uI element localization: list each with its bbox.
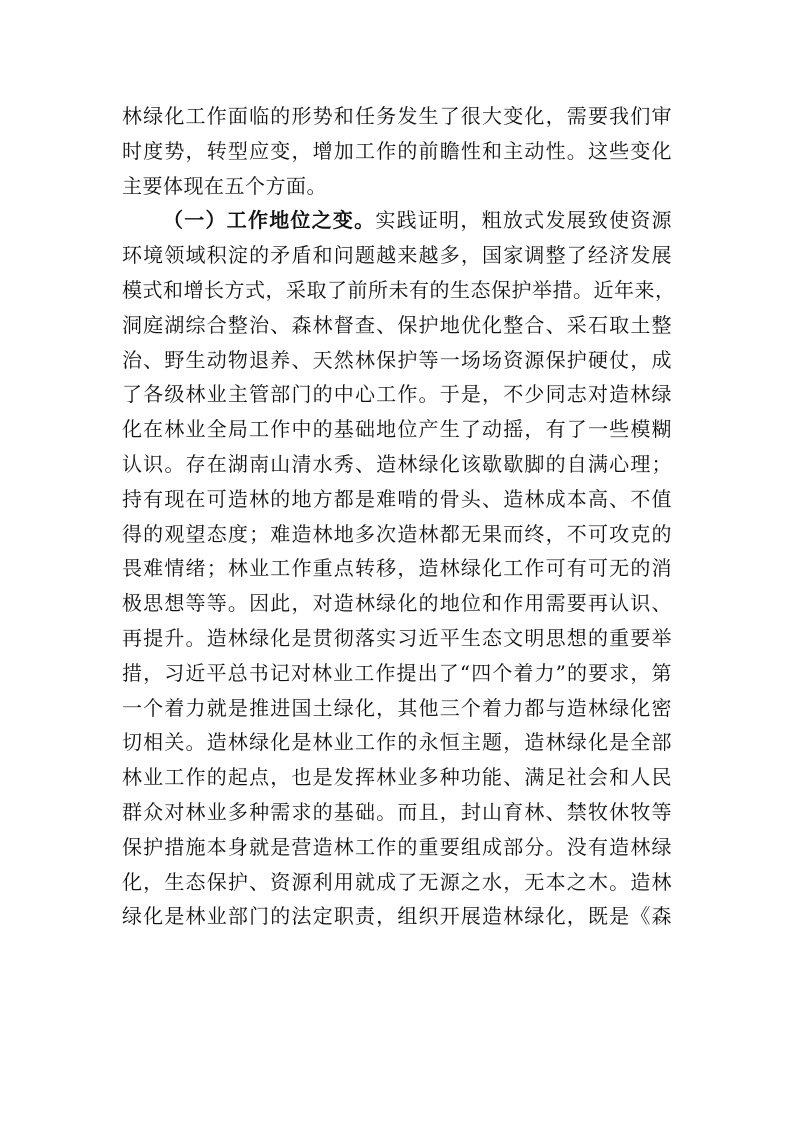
paragraph-2-line: 再提升。造林绿化是贯彻落实习近平生态文明思想的重要举 <box>122 625 672 650</box>
section-heading: （一）工作地位之变。 <box>163 208 376 233</box>
document-page <box>122 99 676 934</box>
paragraph-2-first-line-text: 实践证明，粗放式发展致使资源 <box>375 208 673 233</box>
paragraph-1-line-3: 主要体现在五个方面。 <box>122 173 327 198</box>
paragraph-2-line: 化在林业全局工作中的基础地位产生了动摇，有了一些模糊 <box>122 417 672 442</box>
paragraph-2-line: 保护措施本身就是营造林工作的重要组成部分。没有造林绿 <box>122 834 672 859</box>
paragraph-2-line: 极思想等等。因此，对造林绿化的地位和作用需要再认识、 <box>122 591 672 616</box>
paragraph-2-line: 认识。存在湖南山清水秀、造林绿化该歇歇脚的自满心理； <box>122 451 672 476</box>
paragraph-2-line: 得的观望态度；难造林地多次造林都无果而终，不可攻克的 <box>122 521 672 546</box>
paragraph-2-line: 了各级林业主管部门的中心工作。于是，不少同志对造林绿 <box>122 382 672 407</box>
paragraph-2-line: 措，习近平总书记对林业工作提出了“四个着力”的要求，第 <box>122 660 672 685</box>
paragraph-2-line: 洞庭湖综合整治、森林督查、保护地优化整合、采石取土整 <box>122 312 672 337</box>
paragraph-2-line: 模式和增长方式，采取了前所未有的生态保护举措。近年来， <box>122 277 676 302</box>
paragraph-2-first-line <box>122 203 672 238</box>
paragraph-1-line-1: 林绿化工作面临的形势和任务发生了很大变化，需要我们审 <box>122 104 672 128</box>
paragraph-2-line: 群众对林业多种需求的基础。而且，封山育林、禁牧休牧等 <box>122 799 672 824</box>
paragraph-1-line-2: 时度势，转型应变，增加工作的前瞻性和主动性。这些变化 <box>122 138 672 163</box>
paragraph-2-line: 一个着力就是推进国土绿化，其他三个着力都与造林绿化密 <box>122 695 672 720</box>
paragraph-2-line: 环境领域积淀的矛盾和问题越来越多，国家调整了经济发展 <box>122 243 672 268</box>
paragraph-2-line: 治、野生动物退养、天然林保护等一场场资源保护硬仗，成 <box>122 347 672 372</box>
paragraph-2-line: 持有现在可造林的地方都是难啃的骨头、造林成本高、不值 <box>122 486 672 511</box>
paragraph-2-line: 畏难情绪；林业工作重点转移，造林绿化工作可有可无的消 <box>122 556 672 581</box>
paragraph-2-line: 绿化是林业部门的法定职责，组织开展造林绿化，既是《森 <box>122 904 672 929</box>
paragraph-2-line: 林业工作的起点，也是发挥林业多种功能、满足社会和人民 <box>122 765 672 790</box>
paragraph-2-line: 切相关。造林绿化是林业工作的永恒主题，造林绿化是全部 <box>122 730 672 755</box>
paragraph-2-line: 化，生态保护、资源利用就成了无源之水，无本之木。造林 <box>122 869 672 894</box>
